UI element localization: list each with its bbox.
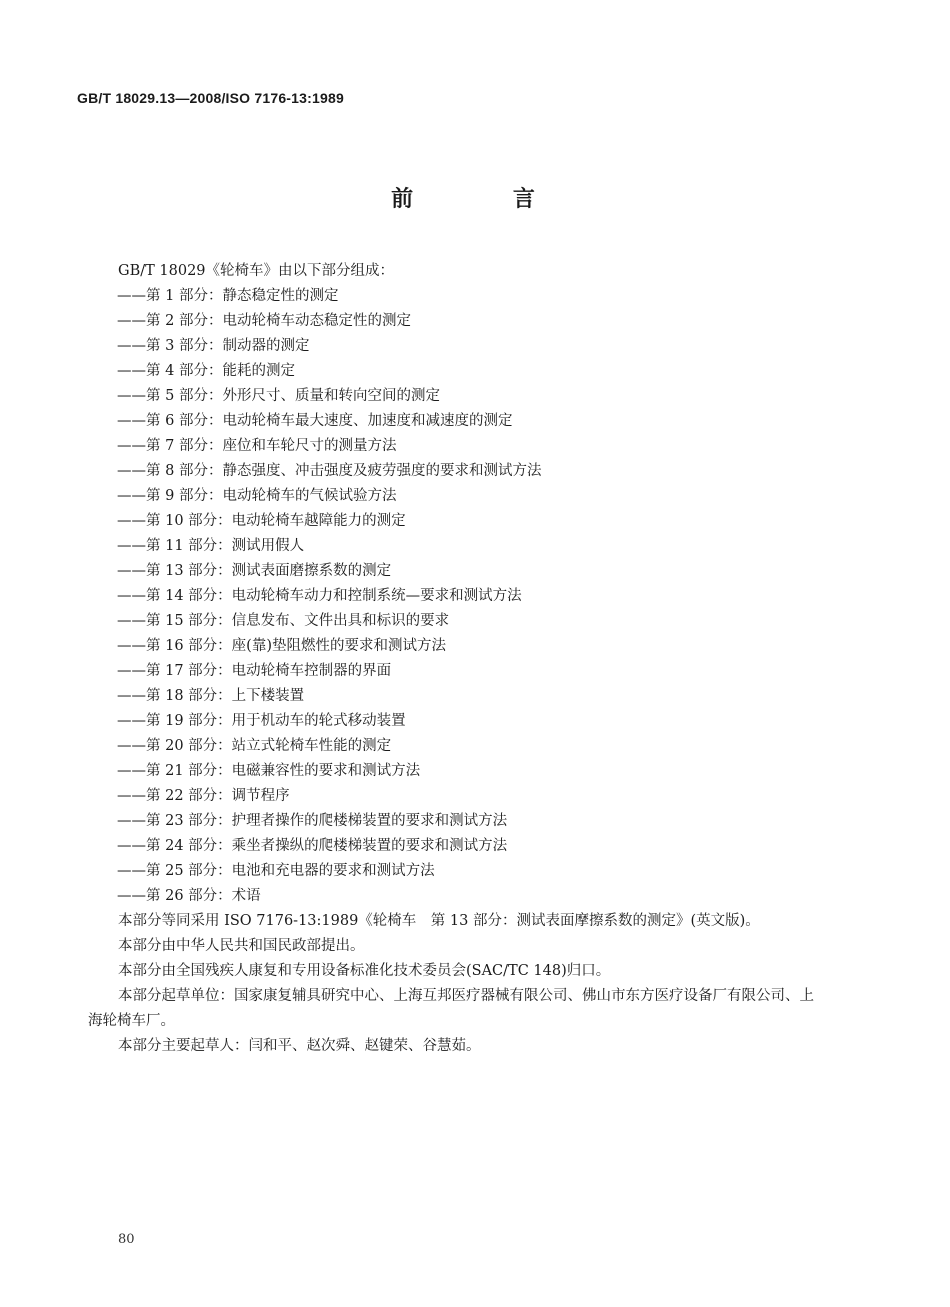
proposer-paragraph: 本部分由中华人民共和国民政部提出。 [118, 938, 365, 954]
list-item: ——第 9 部分：电动轮椅车的气候试验方法 [117, 488, 397, 504]
list-item: ——第 11 部分：测试用假人 [117, 538, 305, 554]
list-item: ——第 25 部分：电池和充电器的要求和测试方法 [117, 863, 435, 879]
document-header: GB/T 18029.13—2008/ISO 7176-13:1989 [77, 90, 344, 106]
document-body [88, 259, 823, 1059]
adoption-paragraph: 本部分等同采用 ISO 7176-13:1989《轮椅车 第 13 部分：测试表面摩擦系数的测定》(英文版)。 [118, 913, 760, 929]
list-item: ——第 16 部分：座(靠)垫阻燃性的要求和测试方法 [117, 638, 446, 654]
page-title: 前 言 [391, 187, 581, 212]
page-number: 80 [118, 1232, 135, 1247]
list-item: ——第 7 部分：座位和车轮尺寸的测量方法 [117, 438, 397, 454]
list-item: ——第 4 部分：能耗的测定 [117, 363, 295, 379]
drafters-paragraph: 本部分主要起草人：闫和平、赵次舜、赵键荣、谷慧茹。 [118, 1038, 481, 1054]
list-item: ——第 1 部分：静态稳定性的测定 [117, 288, 339, 304]
intro-line: GB/T 18029《轮椅车》由以下部分组成： [118, 263, 395, 279]
parts-list [88, 284, 823, 909]
list-item: ——第 23 部分：护理者操作的爬楼梯装置的要求和测试方法 [117, 813, 508, 829]
list-item: ——第 21 部分：电磁兼容性的要求和测试方法 [117, 763, 421, 779]
list-item: ——第 6 部分：电动轮椅车最大速度、加速度和减速度的测定 [117, 413, 513, 429]
list-item: ——第 5 部分：外形尺寸、质量和转向空间的测定 [117, 388, 440, 404]
list-item: ——第 18 部分：上下楼装置 [117, 688, 305, 704]
list-item: ——第 22 部分：调节程序 [117, 788, 290, 804]
list-item: ——第 10 部分：电动轮椅车越障能力的测定 [117, 513, 406, 529]
list-item: ——第 15 部分：信息发布、文件出具和标识的要求 [117, 613, 450, 629]
drafting-units-paragraph: 本部分起草单位：国家康复辅具研究中心、上海互邦医疗器械有限公司、佛山市东方医疗设备厂有限公司、上海轮椅车厂。 [88, 988, 814, 1029]
list-item: ——第 13 部分：测试表面磨擦系数的测定 [117, 563, 392, 579]
list-item: ——第 26 部分：术语 [117, 888, 261, 904]
list-item: ——第 14 部分：电动轮椅车动力和控制系统—要求和测试方法 [117, 588, 522, 604]
list-item: ——第 19 部分：用于机动车的轮式移动装置 [117, 713, 406, 729]
list-item: ——第 17 部分：电动轮椅车控制器的界面 [117, 663, 392, 679]
list-item: ——第 2 部分：电动轮椅车动态稳定性的测定 [117, 313, 411, 329]
list-item: ——第 20 部分：站立式轮椅车性能的测定 [117, 738, 392, 754]
list-item: ——第 24 部分：乘坐者操纵的爬楼梯装置的要求和测试方法 [117, 838, 508, 854]
list-item: ——第 8 部分：静态强度、冲击强度及疲劳强度的要求和测试方法 [117, 463, 542, 479]
committee-paragraph: 本部分由全国残疾人康复和专用设备标准化技术委员会(SAC/TC 148)归口。 [118, 963, 611, 979]
list-item: ——第 3 部分：制动器的测定 [117, 338, 310, 354]
